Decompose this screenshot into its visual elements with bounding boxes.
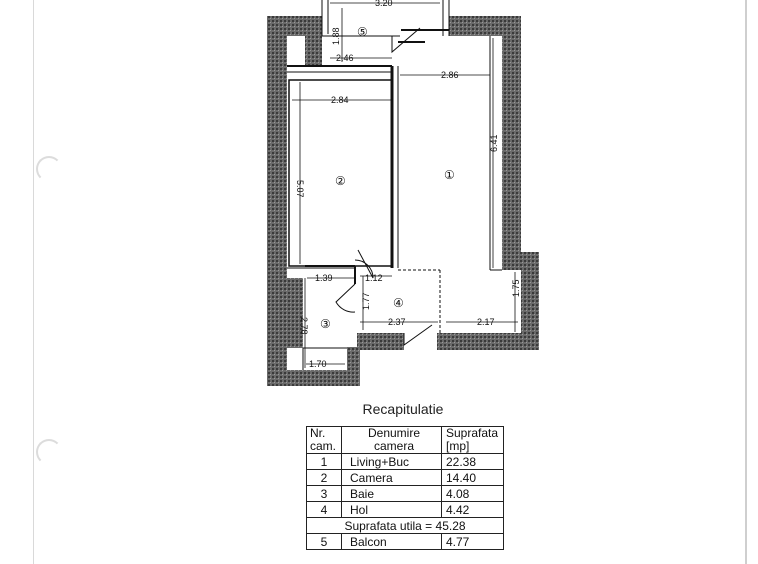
- dimension-lines: [292, 3, 518, 368]
- row-nr: 4: [307, 502, 342, 518]
- dim-hall-depth: 1.77: [361, 292, 371, 310]
- row-nr: 2: [307, 470, 342, 486]
- recap-table: [306, 426, 504, 550]
- row-name: Balcon: [342, 534, 442, 550]
- recap-header-row: [307, 427, 504, 454]
- room-number-5: ⑤: [357, 25, 368, 39]
- dim-living-bottom: 2.17: [477, 317, 495, 327]
- table-row: [307, 486, 504, 502]
- dim-partial-width: 2.46: [336, 53, 354, 63]
- row-name: Camera: [342, 470, 442, 486]
- dim-balcony-depth: 1.88: [331, 27, 341, 45]
- dim-living-length: 6.41: [489, 134, 499, 152]
- dim-bedroom-width: 2.84: [331, 95, 349, 105]
- dim-hall-width: 2.37: [388, 317, 406, 327]
- dim-hall-top: 1.12: [365, 273, 383, 283]
- dim-bath-width: 1.70: [309, 359, 327, 369]
- row-area: 4.08: [442, 486, 504, 502]
- header-nr: Nr. cam.: [307, 427, 342, 454]
- row-area: 4.77: [442, 534, 504, 550]
- dim-bedroom-length: 5.07: [295, 180, 305, 198]
- row-name: Hol: [342, 502, 442, 518]
- punch-hole-bottom: [36, 439, 62, 465]
- header-area: Suprafata [mp]: [442, 427, 504, 454]
- total-area: Suprafata utila = 45.28: [307, 518, 504, 534]
- row-nr: 5: [307, 534, 342, 550]
- row-name: Living+Buc: [342, 454, 442, 470]
- room-number-2: ②: [335, 174, 346, 188]
- header-name: Denumire camera: [342, 427, 442, 454]
- dim-bath-length: 2.78: [299, 317, 309, 335]
- recap-title: Recapitulatie: [362, 401, 444, 417]
- table-row: [307, 470, 504, 486]
- room-numbers: [320, 25, 455, 331]
- dim-balcony-width: 3.20: [375, 0, 393, 8]
- room-number-1: ①: [444, 168, 455, 182]
- row-area: 4.42: [442, 502, 504, 518]
- dimension-labels: [295, 0, 521, 369]
- total-row: [307, 518, 504, 534]
- room-number-4: ④: [393, 296, 404, 310]
- row-name: Baie: [342, 486, 442, 502]
- row-area: 14.40: [442, 470, 504, 486]
- table-row: [307, 454, 504, 470]
- row-nr: 1: [307, 454, 342, 470]
- row-area: 22.38: [442, 454, 504, 470]
- table-row: [307, 502, 504, 518]
- dim-living-width: 2.86: [441, 70, 459, 80]
- dim-living-bottom-height: 1.75: [511, 279, 521, 297]
- dim-bath-top: 1.39: [315, 273, 333, 283]
- table-row: [307, 534, 504, 550]
- row-nr: 3: [307, 486, 342, 502]
- room-number-3: ③: [320, 317, 331, 331]
